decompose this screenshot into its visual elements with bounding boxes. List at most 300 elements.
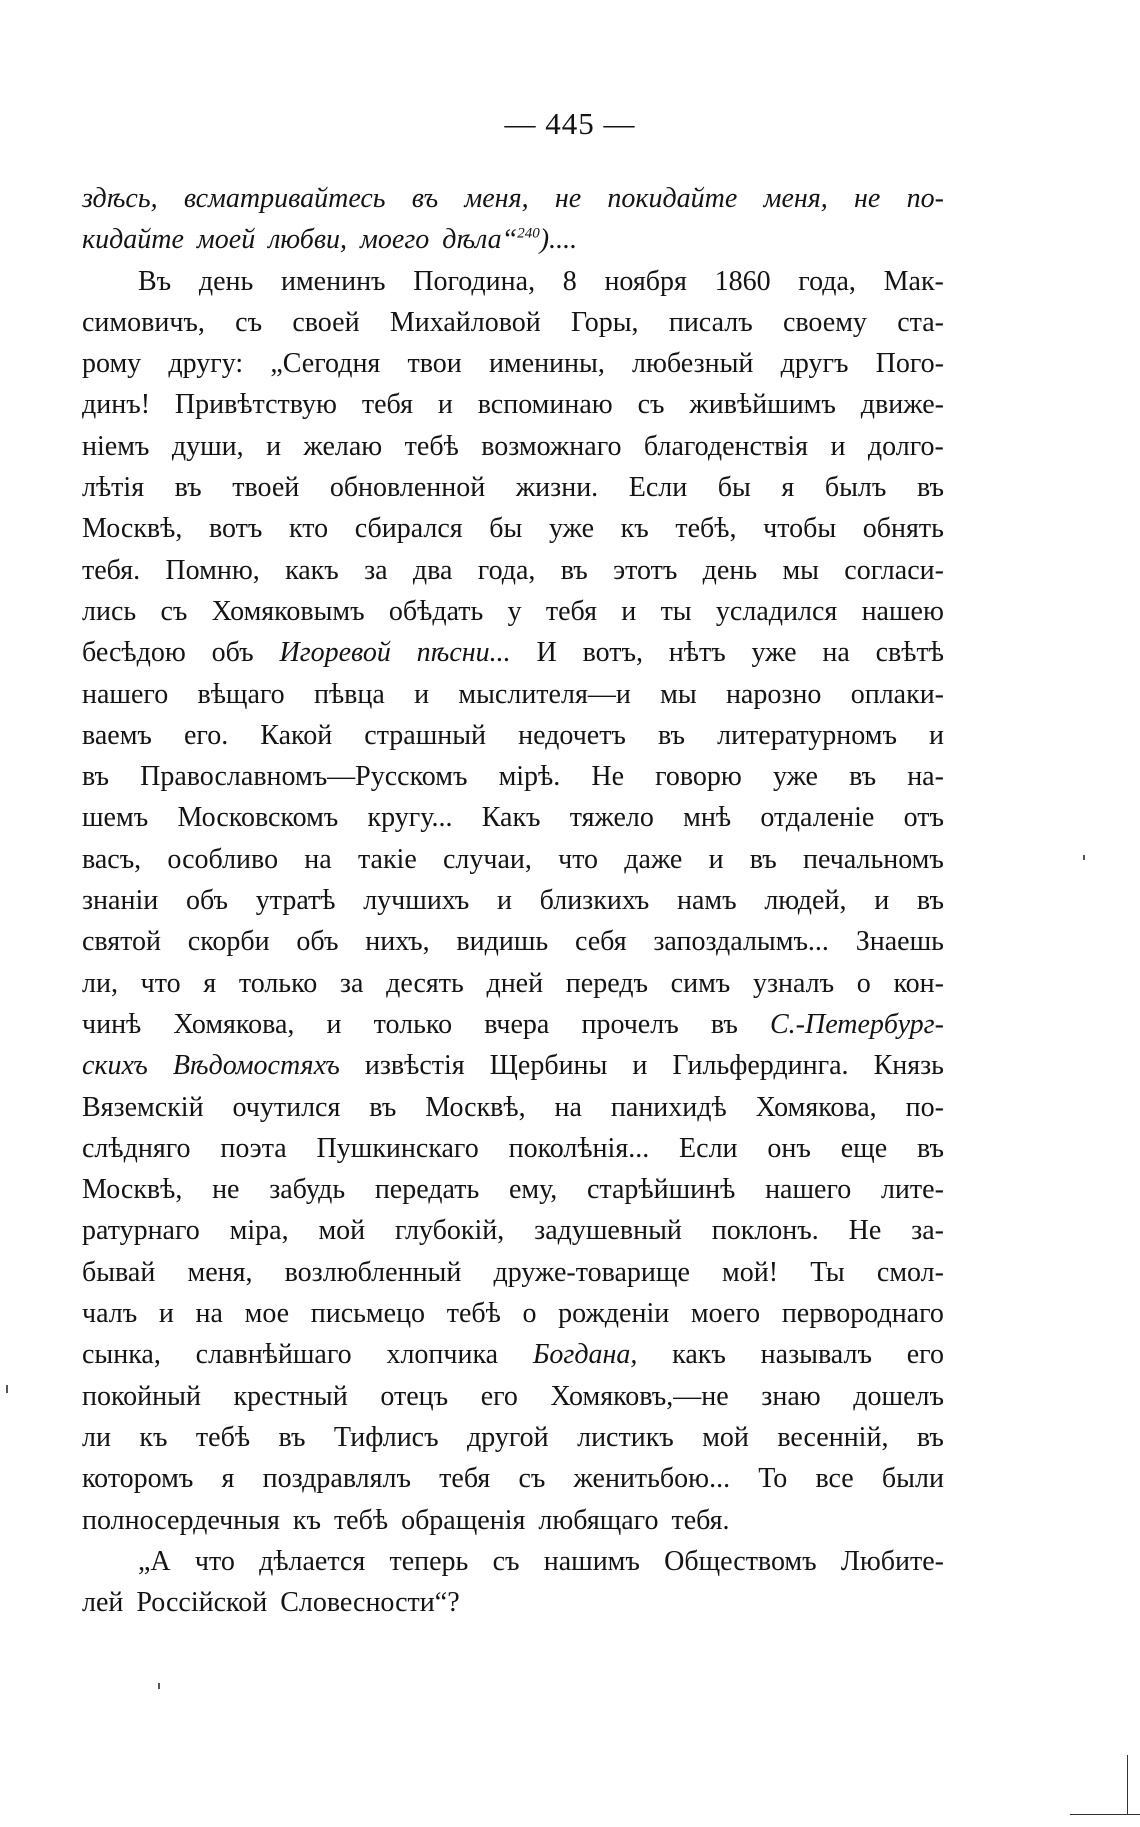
- word: [499, 756, 561, 797]
- word: [266, 426, 281, 467]
- word-text: шемъ: [82, 802, 149, 834]
- word: [82, 426, 149, 467]
- word-text: покойный: [82, 1380, 201, 1412]
- word: [82, 963, 118, 1004]
- word: [390, 302, 541, 343]
- word: [412, 178, 438, 219]
- word-text: даже: [624, 843, 683, 875]
- word-text: возлюбленный: [284, 1256, 462, 1288]
- word: [263, 1458, 411, 1499]
- word-text: Хомякова,: [173, 1008, 295, 1040]
- word-text: меня,: [464, 183, 529, 214]
- word-text: тебѣ: [195, 1421, 251, 1453]
- word: [443, 839, 532, 880]
- word-text: лись: [82, 595, 137, 627]
- word-text: ты: [660, 595, 692, 627]
- word-text: славнѣйшаго: [195, 1339, 352, 1371]
- word-text: тебѣ: [446, 1298, 501, 1330]
- word-text: случаи,: [442, 843, 532, 875]
- word-text: Россійской: [136, 1587, 268, 1619]
- word: [851, 674, 944, 715]
- word-text: ніемъ: [82, 430, 150, 462]
- word-text: весенній,: [777, 1421, 889, 1453]
- word-text: себя: [574, 926, 627, 958]
- word: [929, 715, 944, 756]
- word-text: Пушкинскаго: [316, 1132, 479, 1164]
- word-text: по-: [906, 183, 944, 214]
- word: [722, 1252, 778, 1293]
- word: [546, 591, 597, 632]
- word-text: твоей: [232, 472, 300, 504]
- word-text: ваемъ: [82, 719, 152, 751]
- word-text: поклонъ.: [711, 1215, 819, 1247]
- word-text: онъ: [767, 1132, 811, 1164]
- word: [414, 674, 429, 715]
- word-text: въ: [916, 472, 944, 504]
- word: [82, 756, 109, 797]
- word: [136, 1582, 267, 1623]
- word: [212, 632, 254, 673]
- word: [355, 508, 463, 549]
- word-text: рожденіи: [558, 1298, 670, 1330]
- text-line: [82, 219, 944, 260]
- text-line: [82, 1500, 944, 1541]
- word-text: кто: [288, 513, 329, 545]
- word: [82, 1252, 155, 1293]
- word-text: недочетъ: [518, 719, 626, 751]
- word-text: пѣсни...: [416, 637, 511, 669]
- word-text: Обществомъ: [664, 1545, 817, 1577]
- word: [653, 921, 829, 962]
- word: [230, 1210, 289, 1251]
- word: [781, 467, 794, 508]
- word-text: „А: [138, 1545, 171, 1577]
- word-text: особливо: [167, 843, 279, 875]
- word-text: Знаешь: [855, 926, 944, 958]
- word: [314, 674, 385, 715]
- word-text: здѣсь,: [82, 183, 158, 214]
- word-text: знаніи: [82, 885, 159, 917]
- word-text: Тифлисъ: [333, 1421, 439, 1453]
- text-line: [82, 1087, 944, 1128]
- word: [534, 1210, 682, 1251]
- word-text: васъ,: [82, 843, 142, 875]
- word: [259, 1541, 365, 1582]
- word: [293, 1500, 321, 1541]
- word-text: называлъ: [760, 1339, 872, 1371]
- word: [159, 1293, 174, 1334]
- word-text: панихидѣ: [610, 1091, 727, 1123]
- word: [442, 219, 577, 260]
- word-text: какъ: [672, 1339, 726, 1371]
- word: [173, 1004, 294, 1045]
- word-text: обновленной: [329, 472, 486, 504]
- word: [138, 1541, 171, 1582]
- word-text: тебя.: [671, 1504, 730, 1536]
- word: [712, 1210, 819, 1251]
- word-text: моего: [360, 224, 430, 256]
- word: [82, 880, 158, 921]
- word: [763, 508, 836, 549]
- word-text: усладился: [715, 595, 838, 627]
- word-text: Московскомъ: [177, 802, 339, 834]
- word-text: Горы,: [571, 306, 639, 338]
- word: [493, 1541, 520, 1582]
- word-text: мыслителя—и: [458, 678, 631, 710]
- word: [661, 591, 692, 632]
- word-text: людей,: [764, 885, 847, 917]
- footnote-close: )....: [539, 224, 578, 256]
- word-text: извѣстія: [364, 1050, 465, 1082]
- word-text: прочелъ: [581, 1008, 679, 1040]
- word: [783, 302, 867, 343]
- word: [621, 508, 649, 549]
- word: [765, 1169, 851, 1210]
- word-text: говорю: [655, 761, 742, 793]
- word-text: нашего: [82, 678, 169, 710]
- word: [621, 591, 636, 632]
- word-text: съ: [235, 306, 263, 338]
- word: [374, 1004, 452, 1045]
- word-text: писалъ: [668, 306, 753, 338]
- word: [518, 1458, 545, 1499]
- text-line: [82, 591, 944, 632]
- word-text: кругу...: [367, 802, 453, 834]
- word-text: нашего: [765, 1174, 852, 1206]
- word-text: такіе: [357, 843, 417, 875]
- word: [494, 1252, 690, 1293]
- text-line: [82, 426, 944, 467]
- word-text: на-: [907, 761, 944, 793]
- word: [664, 1541, 817, 1582]
- word: [82, 591, 136, 632]
- word: [632, 343, 753, 384]
- word: [703, 550, 757, 591]
- word: [904, 797, 944, 838]
- word: [571, 302, 639, 343]
- word-text: уже: [548, 513, 595, 545]
- word: [364, 550, 388, 591]
- word-text: по-: [905, 1091, 944, 1123]
- word-text: въ: [82, 761, 110, 793]
- word: [280, 1582, 459, 1623]
- word-text: оплаки-: [850, 678, 944, 710]
- word: [897, 302, 944, 343]
- word-text: на: [304, 843, 332, 875]
- word: [82, 1169, 182, 1210]
- word-text: ста-: [897, 306, 944, 338]
- word: [82, 1128, 191, 1169]
- word: [196, 1417, 250, 1458]
- word: [464, 178, 528, 219]
- word-text: мой: [702, 1421, 749, 1453]
- word: [456, 921, 548, 962]
- word: [761, 1376, 820, 1417]
- word: [369, 1087, 396, 1128]
- word-text: глубокій,: [395, 1215, 505, 1247]
- word: [82, 1376, 201, 1417]
- word: [260, 715, 332, 756]
- word: [679, 1128, 738, 1169]
- word: [764, 880, 846, 921]
- word: [907, 1334, 944, 1375]
- word: [862, 591, 944, 632]
- word: [868, 426, 944, 467]
- word-text: и: [437, 389, 453, 421]
- word-text: вотъ,: [582, 637, 643, 669]
- word-text: видишь: [456, 926, 549, 958]
- word: [671, 1500, 729, 1541]
- word: [82, 632, 186, 673]
- word: [478, 384, 613, 425]
- word-text: мы: [782, 554, 819, 586]
- word: [533, 1334, 638, 1375]
- word: [82, 1334, 161, 1375]
- word: [489, 508, 522, 549]
- word: [509, 1128, 650, 1169]
- word-text: 1860: [714, 265, 771, 297]
- word-text: ему,: [508, 1174, 558, 1206]
- word: [362, 384, 413, 425]
- word: [558, 1293, 669, 1334]
- word-text: и: [708, 843, 724, 875]
- word: [195, 1541, 235, 1582]
- word-text: задушевный: [534, 1215, 682, 1247]
- word: [555, 178, 581, 219]
- word: [876, 343, 944, 384]
- word-text: у: [507, 595, 522, 627]
- word-text: Привѣтствую: [174, 389, 337, 421]
- word: [607, 178, 737, 219]
- word-text: Вѣдомостяхъ: [172, 1050, 340, 1082]
- text-line: [82, 1045, 944, 1086]
- word: [906, 1087, 944, 1128]
- word-text: Ты: [810, 1256, 845, 1288]
- word: [330, 467, 485, 508]
- word: [558, 839, 598, 880]
- word-text: лей: [82, 1587, 124, 1619]
- word-text: Князь: [873, 1050, 944, 1082]
- word-text: только: [373, 1008, 453, 1040]
- word: [581, 1004, 678, 1045]
- word: [177, 797, 338, 838]
- word: [82, 550, 140, 591]
- text-line: [82, 508, 944, 549]
- word: [269, 1169, 345, 1210]
- word: [167, 839, 278, 880]
- text-line: [82, 1541, 944, 1582]
- word-text: именины,: [488, 348, 605, 380]
- word: [82, 1210, 200, 1251]
- word-text: на: [195, 1298, 223, 1330]
- word-text: къ: [139, 1421, 168, 1453]
- word: [587, 1169, 735, 1210]
- word: [82, 674, 168, 715]
- word-text: тебя: [361, 389, 413, 421]
- word: [304, 839, 331, 880]
- word: [773, 756, 818, 797]
- word: [702, 1417, 749, 1458]
- word-text: дней: [486, 967, 544, 999]
- word-text: и: [874, 885, 890, 917]
- word-text: нѣтъ: [668, 637, 726, 669]
- word: [489, 343, 605, 384]
- text-line: [82, 839, 944, 880]
- word-text: теперь: [389, 1545, 469, 1577]
- word-text: въ: [174, 472, 202, 504]
- word-text: въ: [658, 719, 686, 751]
- text-line: [82, 1417, 944, 1458]
- word: [911, 1210, 944, 1251]
- word: [577, 1417, 674, 1458]
- word: [188, 921, 270, 962]
- word: [874, 1045, 944, 1086]
- word: [173, 1045, 340, 1086]
- word-text: ноября: [604, 265, 687, 297]
- word-text: меня,: [763, 183, 828, 214]
- word-text: печальномъ: [803, 843, 944, 875]
- word: [256, 880, 336, 921]
- word: [770, 1004, 944, 1045]
- word: [168, 343, 243, 384]
- word: [849, 1210, 882, 1251]
- word-text: поэта: [220, 1132, 287, 1164]
- text-line: [82, 632, 944, 673]
- word-text: запоздалымъ...: [653, 926, 829, 958]
- word: [677, 880, 737, 921]
- word: [716, 591, 837, 632]
- word-text: два: [412, 554, 453, 586]
- word: [389, 591, 483, 632]
- word: [717, 715, 897, 756]
- word-text: дѣлается: [259, 1545, 366, 1577]
- word-text: очутился: [232, 1091, 341, 1123]
- word-text: обнять: [862, 513, 944, 545]
- word-text: страшный: [364, 719, 487, 751]
- word-text: всматривайтесь: [183, 183, 386, 214]
- text-line: [82, 921, 944, 962]
- word: [82, 1458, 193, 1499]
- word: [490, 1045, 608, 1086]
- text-line: [82, 797, 944, 838]
- word-text: лѣтія: [82, 472, 145, 504]
- word: [82, 1045, 148, 1086]
- word: [563, 261, 577, 302]
- word-text: пѣвца: [313, 678, 385, 710]
- word: [82, 178, 158, 219]
- text-line: [82, 343, 944, 384]
- word-text: узналъ: [752, 967, 835, 999]
- word: [82, 839, 141, 880]
- word-text: чтобы: [763, 513, 837, 545]
- word: [486, 963, 543, 1004]
- word-text: С.-Петербург-: [769, 1008, 944, 1040]
- word: [825, 467, 887, 508]
- word-text: отецъ: [380, 1380, 449, 1412]
- text-line: [82, 178, 944, 219]
- word-text: уже: [772, 761, 818, 793]
- word: [884, 261, 944, 302]
- word-text: Помню,: [165, 554, 260, 586]
- word: [222, 1458, 235, 1499]
- word-text: на: [822, 637, 850, 669]
- word-text: кон-: [893, 967, 944, 999]
- scan-speck: [6, 1385, 8, 1393]
- word-text: Москвѣ,: [82, 1174, 183, 1206]
- word: [395, 1210, 504, 1251]
- word: [874, 880, 889, 921]
- word-text: любящаго: [538, 1504, 659, 1536]
- word: [810, 1252, 845, 1293]
- word-text: души,: [171, 430, 244, 462]
- word: [861, 384, 944, 425]
- word-text: мой!: [722, 1256, 779, 1288]
- word-text: ли: [82, 1421, 111, 1453]
- word-text: тебѣ,: [675, 513, 737, 545]
- text-line: [82, 384, 944, 425]
- word-text: литературномъ: [717, 719, 897, 751]
- word-text: Въ: [138, 265, 172, 297]
- word-text: Словесности“?: [280, 1587, 460, 1619]
- word-text: тебя.: [82, 554, 141, 586]
- word-text: лучшихъ: [363, 885, 470, 917]
- word: [672, 1334, 726, 1375]
- word-text: благоденствія: [643, 430, 809, 462]
- word: [709, 839, 724, 880]
- scan-border-line: [1070, 1814, 1140, 1815]
- word: [841, 1541, 944, 1582]
- word-text: уже: [751, 637, 797, 669]
- word-text: Если: [628, 472, 688, 504]
- word-text: все: [815, 1463, 854, 1495]
- word: [881, 1169, 944, 1210]
- word-text: я: [781, 472, 795, 504]
- word-text: другой: [467, 1421, 549, 1453]
- text-line: [82, 1128, 944, 1169]
- word: [893, 963, 944, 1004]
- word: [197, 219, 255, 260]
- word-text: къ: [620, 513, 649, 545]
- word: [844, 550, 944, 591]
- word: [752, 632, 797, 673]
- word-text: въ: [560, 554, 588, 586]
- body-text: [82, 178, 944, 1623]
- word: [782, 1293, 944, 1334]
- word: [175, 384, 337, 425]
- word-text: Пого-: [875, 348, 944, 380]
- word-text: вотъ: [208, 513, 263, 545]
- word: [718, 467, 751, 508]
- word-text: вспоминаю: [477, 389, 613, 421]
- word-text: съ: [637, 389, 665, 421]
- word: [591, 756, 624, 797]
- word-text: былъ: [824, 472, 887, 504]
- word: [750, 839, 777, 880]
- word-text: мірѣ.: [498, 761, 561, 793]
- word-text: Какой: [260, 719, 333, 751]
- word-text: чалъ: [82, 1298, 138, 1330]
- word: [669, 632, 726, 673]
- word: [417, 632, 511, 673]
- word-text: и: [929, 719, 944, 751]
- word: [917, 1417, 944, 1458]
- word-text: отдаленіе: [760, 802, 875, 834]
- word: [551, 1376, 729, 1417]
- word-text: знаю: [761, 1380, 821, 1412]
- word: [138, 261, 171, 302]
- word-text: въ: [916, 1421, 944, 1453]
- word-text: хлопчика: [386, 1339, 499, 1371]
